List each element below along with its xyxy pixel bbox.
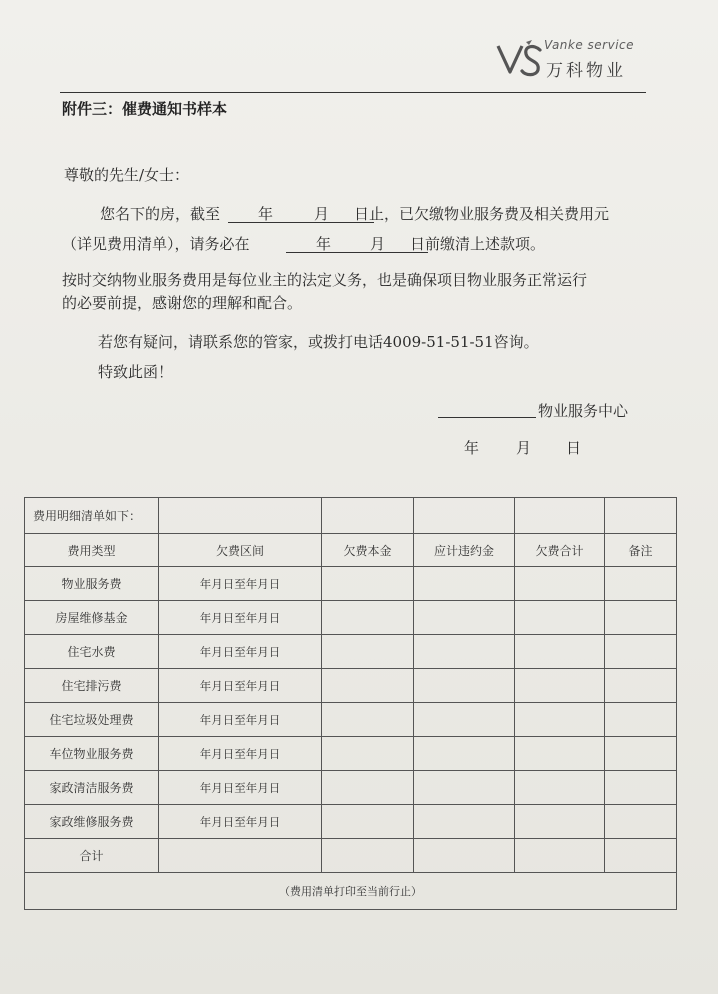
table-cell [322,601,414,635]
period-cell: 年月日至年月日 [159,567,322,601]
table-cell [515,498,605,534]
payment-date-blank [286,252,428,253]
table-cell [322,567,414,601]
table-cell [414,669,515,703]
deadline-date-blank [228,222,374,223]
signature-org: 物业服务中心 [538,402,629,420]
period-cell: 年月日至年月日 [159,805,322,839]
table-cell [605,737,677,771]
fee-type-cell: 物业服务费 [25,567,159,601]
p1-year-label: 年 [258,205,274,223]
table-cell [605,567,677,601]
footer-row [25,873,677,910]
table-cell [414,498,515,534]
p2-line-1: 按时交纳物业服务费用是每位业主的法定义务，也是确保项目物业服务正常运行 [62,271,588,289]
p1-month-label-2: 月 [370,235,386,253]
fee-type-cell: 家政清洁服务费 [25,771,159,805]
fee-type-cell: 家政维修服务费 [25,805,159,839]
table-cell [515,703,605,737]
table-cell [605,601,677,635]
sign-date-year: 年 [464,439,480,457]
table-cell [515,771,605,805]
p4-closing: 特致此函！ [98,363,174,381]
table-cell [605,635,677,669]
table-cell [605,771,677,805]
table-row [25,805,677,839]
table-cell [159,839,322,873]
fee-type-cell: 房屋维修基金 [25,601,159,635]
logo-text-cn: 万科物业 [546,61,626,81]
period-cell: 年月日至年月日 [159,771,322,805]
table-cell [605,839,677,873]
fee-type-cell: 车位物业服务费 [25,737,159,771]
table-cell [414,635,515,669]
table-row [25,567,677,601]
table-footer-note: （费用清单打印至当前行止） [25,873,677,910]
table-cell [322,703,414,737]
table-cell [515,635,605,669]
p1-text-d: 日前缴清上述款项。 [410,235,546,253]
fee-type-cell: 住宅垃圾处理费 [25,703,159,737]
fee-type-cell: 住宅水费 [25,635,159,669]
table-cell [159,498,322,534]
header-period: 欠费区间 [159,534,322,567]
table-cell [322,839,414,873]
table-cell [414,805,515,839]
table-cell [515,567,605,601]
table-cell [414,737,515,771]
table-cell [515,839,605,873]
table-row [25,737,677,771]
vs-logo-icon [496,40,544,80]
p3-contact: 若您有疑问，请联系您的管家，或拨打电话4009-51-51-51咨询。 [98,333,539,351]
table-cell [605,703,677,737]
table-caption: 费用明细清单如下： [25,498,159,534]
table-cell [414,703,515,737]
p2-line-2: 的必要前提，感谢您的理解和配合。 [62,294,303,312]
table-row [25,771,677,805]
table-cell [322,669,414,703]
table-cell [322,805,414,839]
total-row [25,839,677,873]
table-cell [515,805,605,839]
p1-text-a: 您名下的房，截至 [100,205,221,223]
logo-text-en: Vanke service [544,38,635,52]
table-cell [414,601,515,635]
table-cell [515,669,605,703]
table-cell [605,498,677,534]
table-cell [414,839,515,873]
table-row [25,635,677,669]
fee-details-table [24,497,677,910]
table-cell [322,635,414,669]
table-cell [605,669,677,703]
table-caption-row [25,498,677,534]
vanke-logo [496,36,646,86]
table-cell [322,737,414,771]
header-fee-type: 费用类型 [25,534,159,567]
header-rule [60,92,646,93]
header-remarks: 备注 [605,534,677,567]
table-cell [414,567,515,601]
p1-month-label: 月 [314,205,330,223]
table-cell [414,771,515,805]
fee-type-cell: 住宅排污费 [25,669,159,703]
sign-date-month: 月 [516,439,532,457]
table-row [25,601,677,635]
table-row [25,669,677,703]
header-penalty: 应计违约金 [414,534,515,567]
p1-text-c: （详见费用清单），请务必在 [62,235,250,253]
period-cell: 年月日至年月日 [159,703,322,737]
total-label: 合计 [25,839,159,873]
table-cell [515,737,605,771]
period-cell: 年月日至年月日 [159,669,322,703]
period-cell: 年月日至年月日 [159,737,322,771]
period-cell: 年月日至年月日 [159,635,322,669]
p1-year-label-2: 年 [316,235,332,253]
table-cell [322,498,414,534]
sign-date-day: 日 [566,439,582,457]
period-cell: 年月日至年月日 [159,601,322,635]
salutation: 尊敬的先生/女士： [64,166,190,184]
table-row [25,703,677,737]
table-header-row [25,534,677,567]
table-cell [605,805,677,839]
header-total: 欠费合计 [515,534,605,567]
document-title: 附件三：催费通知书样本 [62,100,228,118]
signature-blank [438,417,536,418]
table-cell [322,771,414,805]
table-cell [515,601,605,635]
header-principal: 欠费本金 [322,534,414,567]
p1-text-b: 日止，已欠缴物业服务费及相关费用元 [354,205,610,223]
